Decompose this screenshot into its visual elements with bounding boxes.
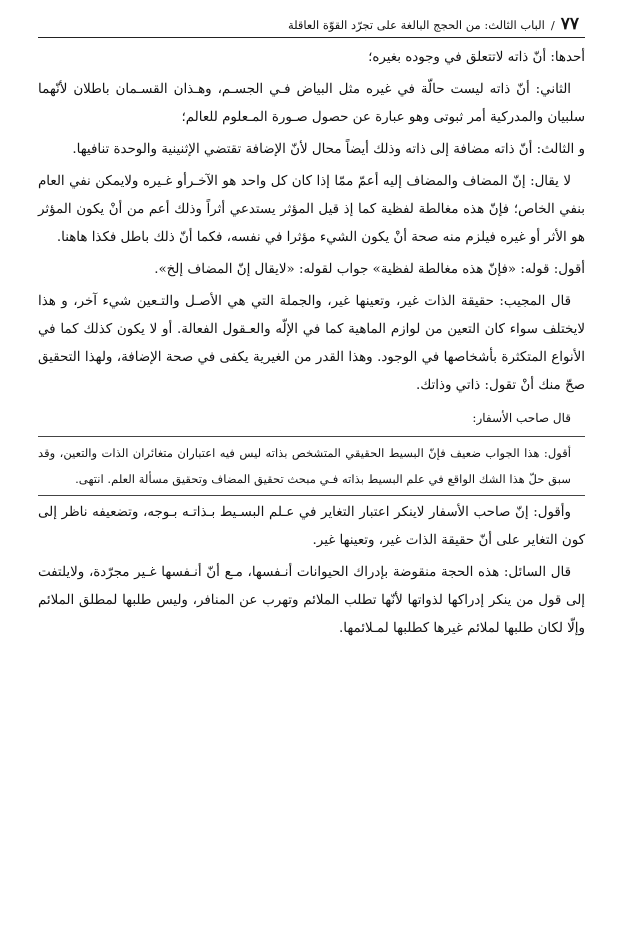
paragraph-3: و الثالث: أنّ ذاته مضافة إلى ذاته وذلك أيضاً محال لأنّ الإضافة تقتضي الإثنينية والوحدة تنافيها. [72, 142, 585, 157]
paragraph-8: قال السائل: هذه الحجة منقوضة بإدراك الحيوانات أنـفسها، مـع أنّ أنـفسها غـير مجرّدة، ولايلتفت إلى قول من ينكر إدراكها لذواتها لأنّها تطلب الملائم وتهرب عن المنافر، وليس طلبها لمطلق الملائم وإلّا لكان طلبها لملائم غيرها كطلبها لمـلائمها. [38, 565, 585, 636]
page-number: ٧٧ [560, 14, 579, 34]
paragraph-2: الثاني: أنّ ذاته ليست حالّة في غيره مثل البياض فـي الجسـم، وهـذان القسـمان باطلان لأنّهما سلبيان والمدركية أمر ثبوتى وهو عبارة عن حصول صـورة المـعلوم للعالم؛ [38, 82, 585, 125]
running-header [38, 14, 585, 38]
document-page [38, 14, 585, 647]
paragraph-4: لا يقال: إنّ المضاف والمضاف إليه أعمّ ممّا إذا كان كل واحد هو الآخـرأو غـيره ولايمكن نفي العام بنفي الخاص؛ فإنّ هذه مغالطة لفظية كما إذ قيل المؤثر يستدعي أثراً وذلك أعم من أنْ يكون المؤثر هو الأثر أو غيره فيلزم منه صحة أنْ يكون الشيء مؤثرا في نفسه، فكما أنّ ذلك باطل فكذا هاهنا. [38, 174, 585, 245]
running-title: الباب الثالث: من الحجج البالغة على تجرّد القوّة العاقلة [287, 18, 545, 32]
quote-top-rule [38, 436, 585, 437]
paragraph-5: أقول: قوله: «فإنّ هذه مغالطة لفظية» جواب لقوله: «لايقال إنّ المضاف إلخ». [154, 262, 585, 277]
header-separator: / [550, 18, 555, 32]
attribution-line: قال صاحب الأسفار: [472, 411, 571, 425]
paragraph-1: أحدها: أنّ ذاته لاتتعلق في وجوده بغيره؛ [368, 50, 585, 65]
block-quote: أقول: هذا الجواب ضعيف فإنّ البسيط الحقيقي المتشخص بذاته ليس فيه اعتباران متغائران الذات والتعين، وقد سبق حلّ هذا الشك الواقع في علم البسيط بذاته فـي مبحث تحقيق المضاف وتحقيق مسألة العلم. انتهى. [38, 446, 571, 486]
paragraph-7: وأقول: إنّ صاحب الأسفار لاينكر اعتبار التغاير في عـلم البسـيط بـذاتـه بـوجه، وتضعيفه ناظر إلى كون التغاير على أنّ حقيقة الذات غير، وتعينها غير. [38, 505, 585, 548]
paragraph-6: قال المجيب: حقيقة الذات غير، وتعينها غير، والجملة التي هي الأصـل والتـعين شيء آخر، و هذا لايختلف سواء كان التعين من لوازم الماهية كما في الإلّه والعـقول الفعالة. أو لا يكون كذلك كما في الأنواع المتكثرة بأشخاصها في الوجود. وهذا القدر من الغيرية يكفى في صحة الإضافة، ولهذا التحقيق صحّ منك أنْ تقول: ذاتي وذاتك. [38, 294, 585, 393]
quote-bottom-rule [38, 495, 585, 496]
